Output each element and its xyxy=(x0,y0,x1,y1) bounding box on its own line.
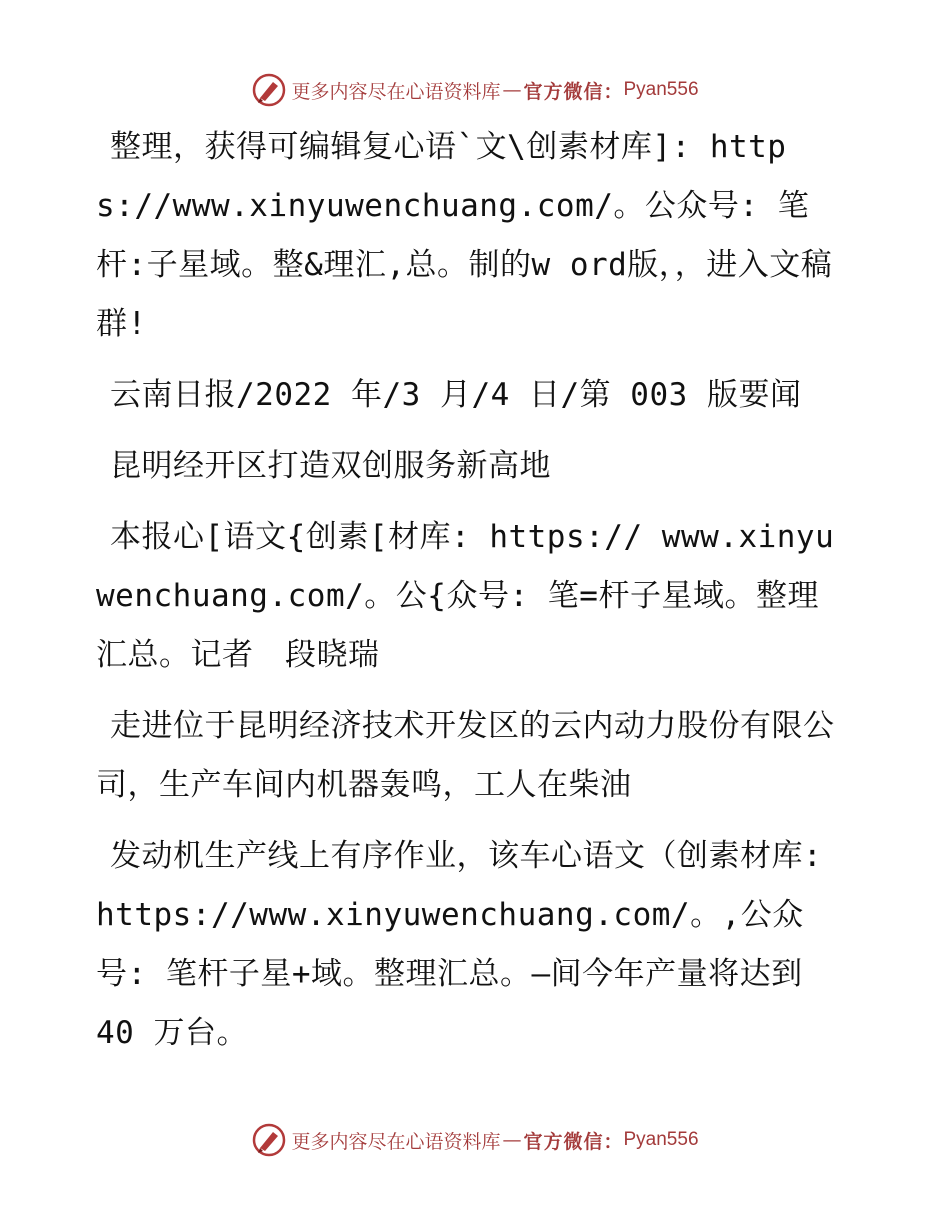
pen-logo-icon xyxy=(251,1122,287,1158)
banner-wechat-id: Pyan556 xyxy=(623,1129,699,1150)
footer-banner xyxy=(0,1120,950,1160)
banner-text: 更多内容尽在心语资料库 xyxy=(291,80,501,103)
paragraph-source: 云南日报/2022 年/3 月/4 日/第 003 版要闻 xyxy=(110,377,802,413)
paragraph-body-1: 走进位于昆明经济技术开发区的云内动力股份有限公司，生产车间内机器轰鸣，工人在柴油 xyxy=(96,708,835,803)
banner-label: 官方微信： xyxy=(523,1130,624,1153)
paragraph-intro: 整理，获得可编辑复心语`文\创素材库]: https://www.xinyuwenchuang.com/。公众号: 笔杆:子星域。整&理汇,总。制的w ord版，，进入文稿群! xyxy=(96,129,833,342)
banner-separator: — xyxy=(502,1129,522,1151)
header-banner xyxy=(0,70,950,110)
paragraph-body-2: 发动机生产线上有序作业，该车心语文（创素材库: https://www.xinyuwenchuang.com/。,公众号: 笔杆子星+域。整理汇总。—间今年产量将达到 40 万台。 xyxy=(96,838,823,1051)
paragraph-headline: 昆明经开区打造双创服务新高地 xyxy=(110,448,551,484)
banner-separator: — xyxy=(502,79,522,101)
paragraph-byline: 本报心[语文{创素[材库: https:// www.xinyuwenchuang.com/。公{众号: 笔=杆子星域。整理汇总。记者 段晓瑞 xyxy=(96,519,835,673)
document-body xyxy=(96,118,836,1075)
banner-text: 更多内容尽在心语资料库 xyxy=(291,1130,501,1153)
banner-label: 官方微信： xyxy=(523,80,624,103)
banner-wechat-id: Pyan556 xyxy=(623,79,699,100)
pen-logo-icon xyxy=(251,72,287,108)
